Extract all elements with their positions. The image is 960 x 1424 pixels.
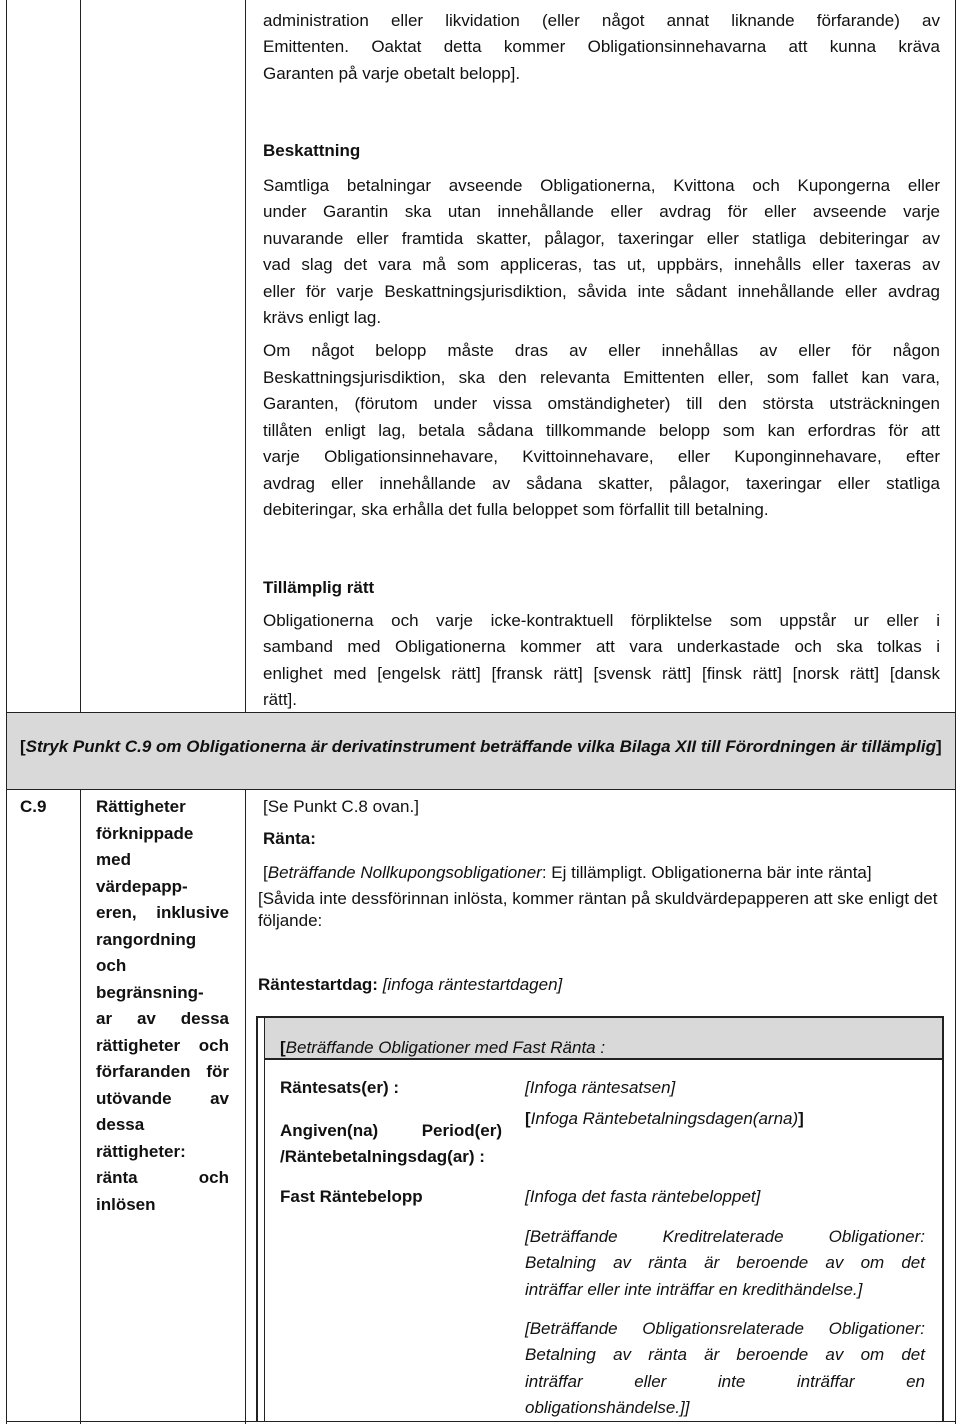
tax-para1-line: vad slag det vara må som appliceras, tas ut, uppbärs, innehålls eller taxeras av	[263, 255, 940, 274]
c9-see-reference: [Se Punkt C.8 ovan.]	[263, 797, 419, 816]
tax-para2-line: tillåten enligt lag, betala sådana tillkommande belopp som kan erfordras för att	[263, 421, 940, 440]
law-line: enlighet med [engelsk rätt] [fransk rätt] [svensk rätt] [finsk rätt] [norsk rätt] [dansk	[263, 664, 940, 683]
tax-para2-line: debiteringar, ska erhålla det fulla beloppet som förfallit till betalning.	[263, 500, 769, 519]
bond-note-line: obligationshändelse.]]	[525, 1398, 690, 1417]
tax-para1-line: krävs enligt lag.	[263, 308, 382, 327]
start-date-label: Räntestartdag:	[258, 975, 378, 994]
c9-label-line: begränsning-	[96, 983, 204, 1002]
intro-line: Emittenten. Oaktat detta kommer Obligationsinnehavarna att kunna kräva	[263, 37, 940, 56]
law-line: Obligationerna och varje icke-kontraktuell förpliktelse som uppstår ur eller i	[263, 611, 940, 630]
zero-coupon-rest: : Ej tillämpligt. Obligationerna bär inte ränta]	[541, 863, 872, 882]
bond-note-line: Betalning av ränta är beroende av om det	[525, 1345, 925, 1364]
c9-label-line: Rättigheter	[96, 797, 186, 816]
fixed-rate-table-left-border	[256, 1016, 258, 1421]
tax-para2-line: Beskattningsjurisdiktion, ska den relevanta Emittenten eller, som fallet kan vara,	[263, 368, 940, 387]
fixed-rate-table-right-border	[942, 1016, 944, 1421]
start-date-value: [infoga räntestartdagen]	[382, 975, 563, 994]
c9-number: C.9	[20, 797, 47, 816]
period-value	[525, 1106, 804, 1133]
credit-note-line: [Beträffande Kreditrelaterade Obligationer:	[525, 1227, 925, 1246]
row-divider-banner-bottom	[6, 789, 956, 790]
c9-label-line: och	[96, 956, 127, 975]
period-value-close: ]	[798, 1109, 804, 1128]
credit-note-line: Betalning av ränta är beroende av om det	[525, 1253, 925, 1272]
credit-note-line: inträffar eller inte inträffar en kredithändelse.]	[525, 1280, 863, 1299]
tax-para2-line: Garanten, (förutom under vissa omständigheter) till den största utsträckningen	[263, 394, 940, 413]
tax-para1-line: eller för varje Beskattningsjurisdiktion, såvida inte sådant innehållande eller avdrag	[263, 282, 940, 301]
c9-label-line: rangordning	[96, 930, 197, 949]
banner-open-bracket: [	[20, 737, 26, 756]
banner-close-bracket: ]	[936, 737, 942, 756]
fixed-rate-header-italic: Beträffande Obligationer med Fast Ränta :	[285, 1038, 606, 1057]
banner-italic-text: Stryk Punkt C.9 om Obligationerna är derivatinstrument beträffande vilka Bilaga XII till Förordningen är tillämplig	[25, 737, 936, 756]
intro-line: administration eller likvidation (eller något annat liknande förfarande) av	[263, 11, 940, 30]
c9-label-line: förfaranden för	[96, 1062, 229, 1081]
rate-value: [Infoga räntesatsen]	[525, 1078, 676, 1097]
c9-label-line: rättigheter:	[96, 1142, 186, 1161]
c9-label-line: ar av dessa	[96, 1009, 229, 1028]
period-label-line1: Angiven(na) Period(er)	[280, 1121, 502, 1140]
c9-label-line: värdepapp-	[96, 877, 188, 896]
column-divider-c9-number	[80, 789, 81, 1424]
tax-para2-line: varje Obligationsinnehavare, Kvittoinnehavare, eller Kuponginnehavare, efter	[263, 447, 940, 466]
fixed-amount-value: [Infoga det fasta räntebeloppet]	[525, 1187, 761, 1206]
start-date-line	[258, 972, 562, 999]
tax-para1-line: Samtliga betalningar avseende Obligationerna, Kvittona och Kupongerna eller	[263, 176, 940, 195]
period-label-line2: /Räntebetalningsdag(ar) :	[280, 1147, 485, 1166]
rate-label: Räntesats(er) :	[280, 1078, 400, 1097]
law-heading: Tillämplig rätt	[263, 578, 375, 597]
tax-heading: Beskattning	[263, 141, 361, 160]
c9-label-line: rättigheter och	[96, 1036, 229, 1055]
c9-label-line: med	[96, 850, 131, 869]
zero-coupon-italic: Beträffande Nollkupongsobligationer	[267, 863, 542, 882]
c9-label-line: eren, inklusive	[96, 903, 229, 922]
zero-coupon-line	[263, 860, 953, 887]
zero-coupon-open: [	[263, 863, 268, 882]
fixed-rate-header-open: [	[280, 1038, 286, 1057]
c9-label-line: dessa	[96, 1115, 145, 1134]
law-line: rätt].	[263, 690, 298, 709]
column-divider-c9-label	[245, 789, 246, 1424]
tax-para2-line: Om något belopp måste dras av eller innehållas av eller för någon	[263, 341, 940, 360]
c9-label-line: utövande av	[96, 1089, 229, 1108]
unless-text: [Såvida inte dessförinnan inlösta, kommer räntan på skuldvärdepapperen att ske enligt det följande:	[258, 889, 938, 930]
tax-para2-line: avdrag eller innehållande av sådana skatter, pålagor, taxeringar eller statliga	[263, 474, 940, 493]
tax-para1-line: nuvarande eller framtida skatter, pålagor, taxeringar eller statliga debiteringar av	[263, 229, 940, 248]
banner-text	[20, 734, 945, 760]
fixed-rate-table-inner-left	[264, 1016, 265, 1421]
c9-label-line: inlösen	[96, 1195, 156, 1214]
fixed-rate-header	[280, 1035, 605, 1062]
interest-heading: Ränta:	[263, 829, 316, 848]
fixed-amount-label: Fast Räntebelopp	[280, 1187, 423, 1206]
tax-para1-line: under Garantin ska utan innehållande eller avdrag för eller avseende varje	[263, 202, 940, 221]
period-value-open: [	[525, 1109, 531, 1128]
column-divider-top	[80, 0, 81, 712]
law-line: samband med Obligationerna kommer att vara underkastade och ska tolkas i	[263, 637, 940, 656]
c9-label-line: ränta och	[96, 1168, 229, 1187]
period-value-italic: Infoga Räntebetalningsdagen(arna)	[530, 1109, 799, 1128]
c9-label-line: förknippade	[96, 824, 194, 843]
column-divider-label	[245, 0, 246, 712]
bond-note-line: [Beträffande Obligationsrelaterade Obligationer:	[525, 1319, 925, 1338]
bond-note-line: inträffar eller inte inträffar en	[525, 1372, 925, 1391]
intro-line: Garanten på varje obetalt belopp].	[263, 64, 521, 83]
